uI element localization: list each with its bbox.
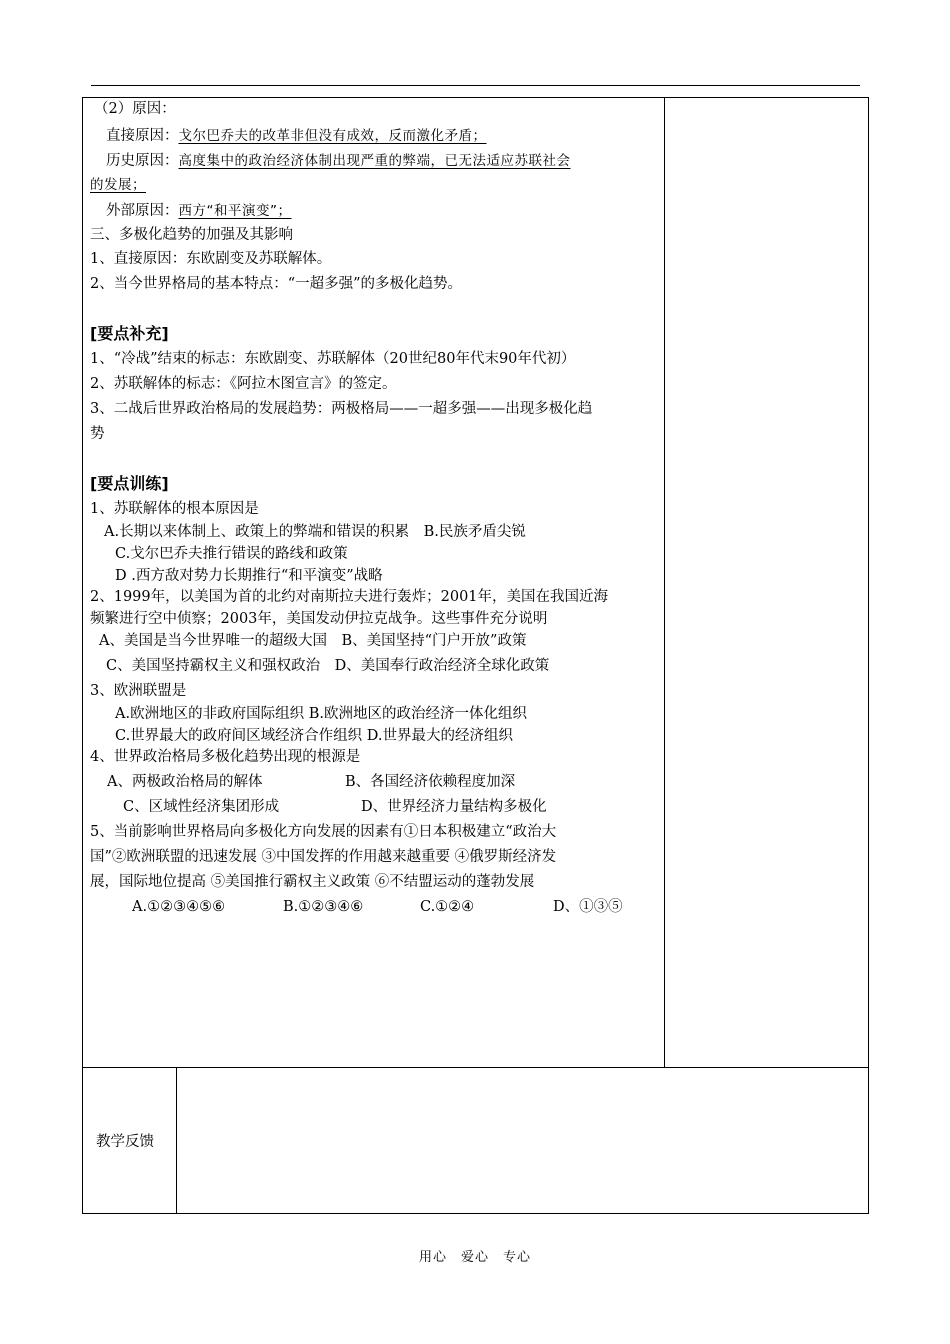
question-2-options-ab: A、美国是当今世界唯一的超级大国 B、美国坚持“门户开放”政策	[99, 633, 527, 649]
question-5-line-1: 5、当前影响世界格局向多极化方向发展的因素有①日本积极建立“政治大	[90, 824, 557, 840]
external-reason	[106, 201, 292, 221]
question-4: 4、世界政治格局多极化趋势出现的根源是	[90, 749, 361, 765]
header-rule	[91, 85, 860, 86]
feedback-divider	[176, 1068, 177, 1214]
question-2-line-2: 频繁进行空中侦察；2003年，美国发动伊拉克战争。这些事件充分说明	[90, 611, 548, 627]
question-5-option-a: A.①②③④⑤⑥	[132, 899, 226, 915]
feedback-label: 教学反馈	[96, 1134, 154, 1150]
question-4-option-a: A、两极政治格局的解体	[107, 774, 263, 790]
question-5-line-3: 展，国际地位提高 ⑤美国推行霸权主义政策 ⑥不结盟运动的蓬勃发展	[90, 874, 535, 890]
question-1-options-ab: A.长期以来体制上、政策上的弊端和错误的积累 B.民族矛盾尖锐	[104, 524, 526, 540]
supplement-point-1: 1、“冷战”结束的标志：东欧剧变、苏联解体（20世纪80年代末90年代初）	[90, 351, 576, 367]
section3-point-1: 1、直接原因：东欧剧变及苏联解体。	[90, 251, 332, 267]
history-reason	[106, 151, 571, 171]
direct-reason	[106, 126, 487, 146]
question-5-line-2: 国”②欧洲联盟的迅速发展 ③中国发挥的作用越来越重要 ④俄罗斯经济发	[90, 849, 557, 865]
section3-point-2: 2、当今世界格局的基本特点：“一超多强”的多极化趋势。	[90, 276, 463, 292]
question-4-option-c: C、区域性经济集团形成	[123, 799, 280, 815]
page-footer: 用心 爱心 专心	[418, 1250, 531, 1265]
question-2-options-cd: C、美国坚持霸权主义和强权政治 D、美国奉行政治经济全球化政策	[106, 658, 550, 674]
supplement-point-3: 3、二战后世界政治格局的发展趋势：两极格局——一超多强——出现多极化趋	[90, 401, 593, 417]
question-5-option-c: C.①②④	[420, 899, 475, 915]
history-reason-text: 高度集中的政治经济体制出现严重的弊端，已无法适应苏联社会	[178, 153, 571, 169]
notes-column-divider	[664, 97, 665, 1068]
question-3-options-cd: C.世界最大的政府间区域经济合作组织 D.世界最大的经济组织	[115, 728, 514, 744]
reasons-heading: （2）原因：	[94, 101, 176, 117]
question-2-line-1: 2、1999年，以美国为首的北约对南斯拉夫进行轰炸；2001年，美国在我国近海	[90, 589, 609, 605]
direct-reason-label: 直接原因：	[106, 128, 179, 144]
question-1-option-d: D .西方敌对势力长期推行“和平演变”战略	[115, 568, 383, 584]
supplement-point-3-cont: 势	[90, 426, 105, 442]
history-reason-label: 历史原因：	[106, 153, 179, 169]
question-4-option-d: D、世界经济力量结构多极化	[361, 799, 547, 815]
direct-reason-text: 戈尔巴乔夫的改革非但没有成效，反而激化矛盾；	[178, 128, 487, 144]
training-heading: [要点训练]	[90, 474, 169, 493]
history-reason-text-cont: 的发展；	[90, 177, 146, 193]
supplement-point-2: 2、苏联解体的标志：《阿拉木图宣言》的签定。	[90, 376, 397, 392]
question-3: 3、欧洲联盟是	[90, 683, 187, 699]
feedback-row	[82, 1068, 869, 1214]
question-5-option-b: B.①②③④⑥	[283, 899, 364, 915]
question-3-options-ab: A.欧洲地区的非政府国际组织 B.欧洲地区的政治经济一体化组织	[115, 706, 527, 722]
question-4-option-b: B、各国经济依赖程度加深	[345, 774, 516, 790]
external-reason-text: 西方“和平演变”；	[178, 203, 292, 219]
question-1: 1、苏联解体的根本原因是	[90, 501, 259, 517]
question-1-option-c: C.戈尔巴乔夫推行错误的路线和政策	[115, 546, 348, 562]
question-5-option-d: D、①③⑤	[553, 899, 623, 915]
external-reason-label: 外部原因：	[106, 203, 179, 219]
section3-title: 三、多极化趋势的加强及其影响	[90, 227, 293, 243]
supplement-heading: [要点补充]	[90, 324, 169, 343]
